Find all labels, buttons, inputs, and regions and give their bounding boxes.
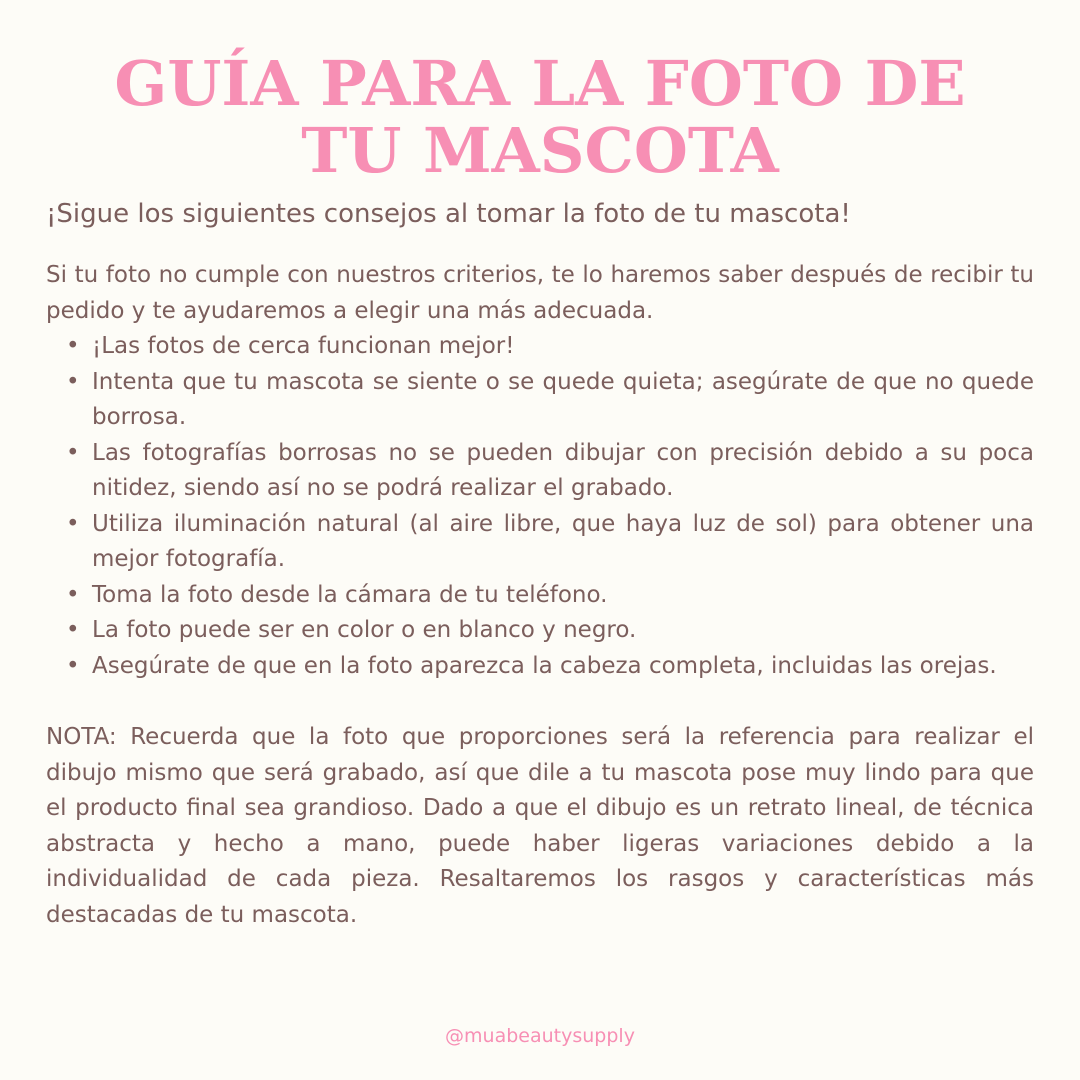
- bullet-icon: •: [66, 617, 80, 643]
- tip-text: La foto puede ser en color o en blanco y negro.: [92, 617, 637, 643]
- guide-content: [46, 258, 1034, 933]
- bullet-icon: •: [66, 581, 80, 608]
- list-item: [66, 507, 1034, 578]
- list-item: [66, 436, 1034, 507]
- tip-text: Toma la foto desde la cámara de tu teléfono.: [92, 581, 608, 608]
- list-item: [66, 329, 1034, 365]
- bullet-icon: •: [66, 439, 80, 466]
- intro-paragraph: Si tu foto no cumple con nuestros criterios, te lo haremos saber después de recibir tu pedido y te ayudaremos a elegir una más adecuada.: [46, 262, 1034, 324]
- tip-text: Las fotografías borrosas no se pueden dibujar con precisión debido a su poca nitidez, siendo así no se podrá realizar el grabado.: [92, 439, 1034, 501]
- list-item: [66, 649, 1034, 685]
- bullet-icon: •: [66, 368, 80, 395]
- tip-text: Utiliza iluminación natural (al aire libre, que haya luz de sol) para obtener una mejor fotografía.: [92, 510, 1034, 572]
- bullet-icon: •: [66, 652, 80, 679]
- tip-text: Intenta que tu mascota se siente o se quede quieta; asegúrate de que no quede borrosa.: [92, 368, 1034, 430]
- list-item: [66, 613, 1034, 649]
- page-title: GUÍA PARA LA FOTO DE TU MASCOTA: [114, 47, 966, 187]
- social-handle: @muabeautysupply: [445, 1025, 635, 1047]
- tip-text: ¡Las fotos de cerca funcionan mejor!: [92, 333, 515, 359]
- tip-text: Asegúrate de que en la foto aparezca la cabeza completa, incluidas las orejas.: [92, 652, 997, 679]
- subtitle: ¡Sigue los siguientes consejos al tomar la foto de tu mascota!: [46, 199, 851, 229]
- list-item: [66, 365, 1034, 436]
- note-paragraph: NOTA: Recuerda que la foto que proporciones será la referencia para realizar el dibujo mismo que será grabado, así que dile a tu mascota pose muy lindo para que el producto final sea grandioso. Dado a que el dibujo es un retrato lineal, de técnica abstracta y hecho a mano, puede haber ligeras variaciones debido a la individualidad de cada pieza. Resaltaremos los rasgos y características más destacadas de tu mascota.: [46, 724, 1034, 928]
- bullet-icon: •: [66, 333, 80, 359]
- bullet-icon: •: [66, 510, 80, 537]
- tips-list: [46, 329, 1034, 684]
- list-item: [66, 578, 1034, 614]
